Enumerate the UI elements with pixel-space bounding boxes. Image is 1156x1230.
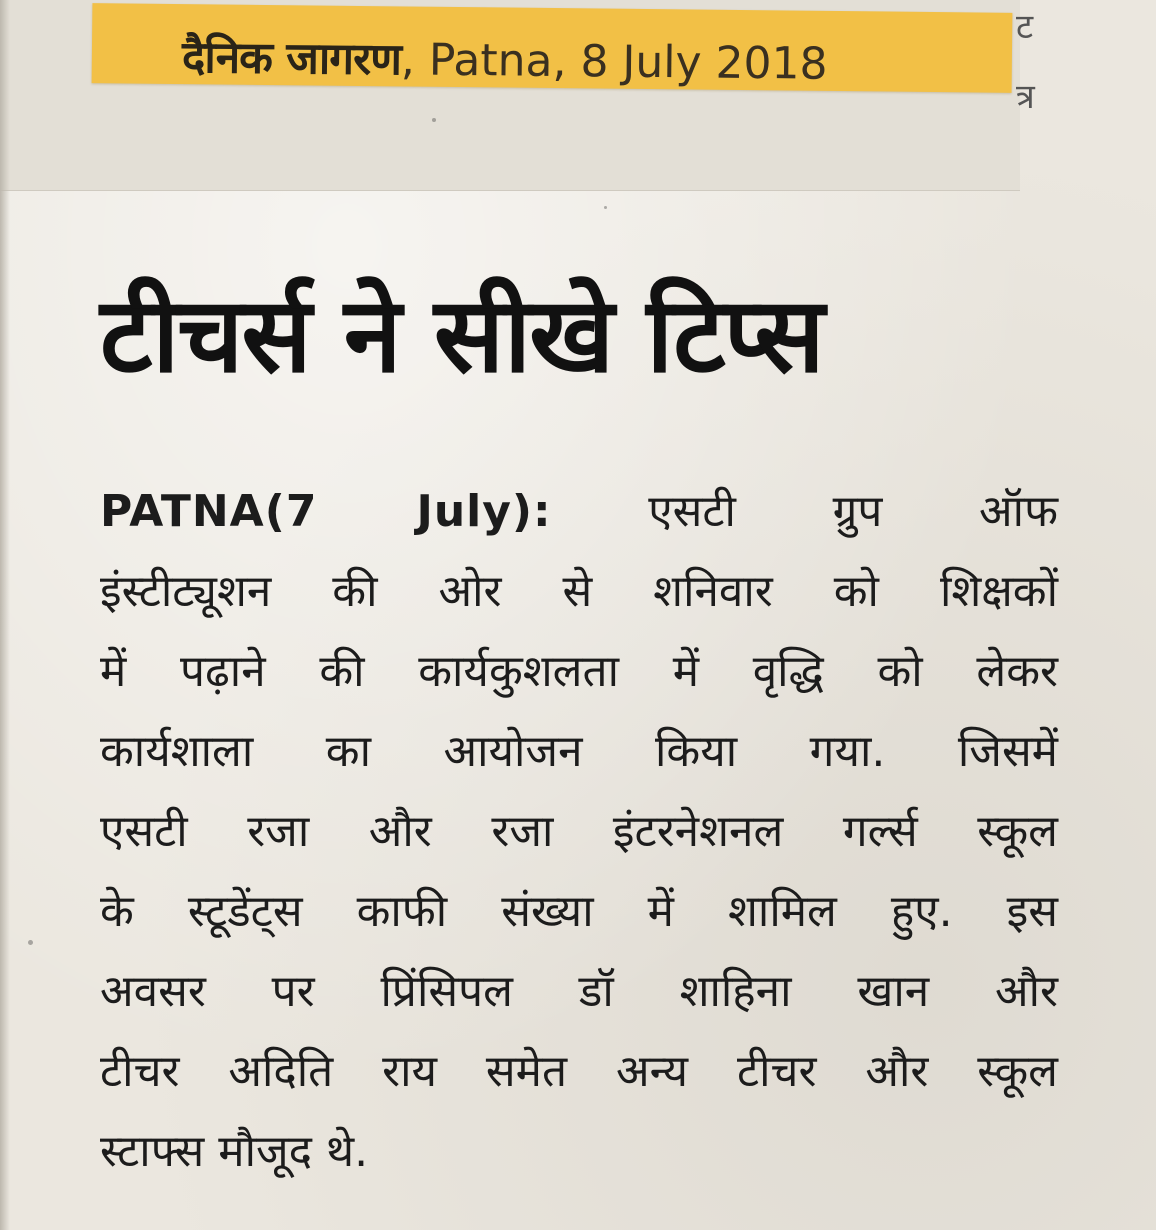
article-line-2: इंस्टीट्यूशन की ओर से शनिवार को शिक्षकों: [100, 566, 1058, 617]
source-tag: [182, 32, 828, 91]
article-body: [100, 472, 1058, 1192]
dateline: PATNA(7 July):: [100, 486, 552, 537]
ink-speck: [432, 118, 436, 122]
edge-fragment-top: ट: [1016, 7, 1034, 47]
edge-fragment-bottom: त्र: [1016, 77, 1035, 117]
article-line-8: टीचर अदिति राय समेत अन्य टीचर और स्कूल: [100, 1046, 1058, 1097]
article-line-9: स्टाफ्स मौजूद थे.: [100, 1126, 369, 1177]
article-line-6: के स्टूडेंट्स काफी संख्या में शामिल हुए. इस: [100, 886, 1058, 937]
headline: टीचर्स ने सीखे टिप्स: [100, 274, 823, 396]
page-fold-shadow: [0, 0, 10, 1230]
article-line-4: कार्यशाला का आयोजन किया गया. जिसमें: [100, 726, 1058, 777]
newspaper-brand: दैनिक जागरण: [181, 32, 402, 86]
article-text: एसटी ग्रुप ऑफ: [551, 486, 1058, 537]
ink-speck: [604, 206, 607, 209]
article-line-5: एसटी रजा और रजा इंटरनेशनल गर्ल्स स्कूल: [100, 806, 1058, 857]
article-line-3: में पढ़ाने की कार्यकुशलता में वृद्धि को लेकर: [100, 646, 1058, 697]
article-line-1: [100, 472, 1058, 552]
article-line-7: अवसर पर प्रिंसिपल डॉ शाहिना खान और: [100, 966, 1058, 1017]
ink-speck: [28, 940, 33, 945]
source-place-date: , Patna, 8 July 2018: [400, 34, 828, 90]
